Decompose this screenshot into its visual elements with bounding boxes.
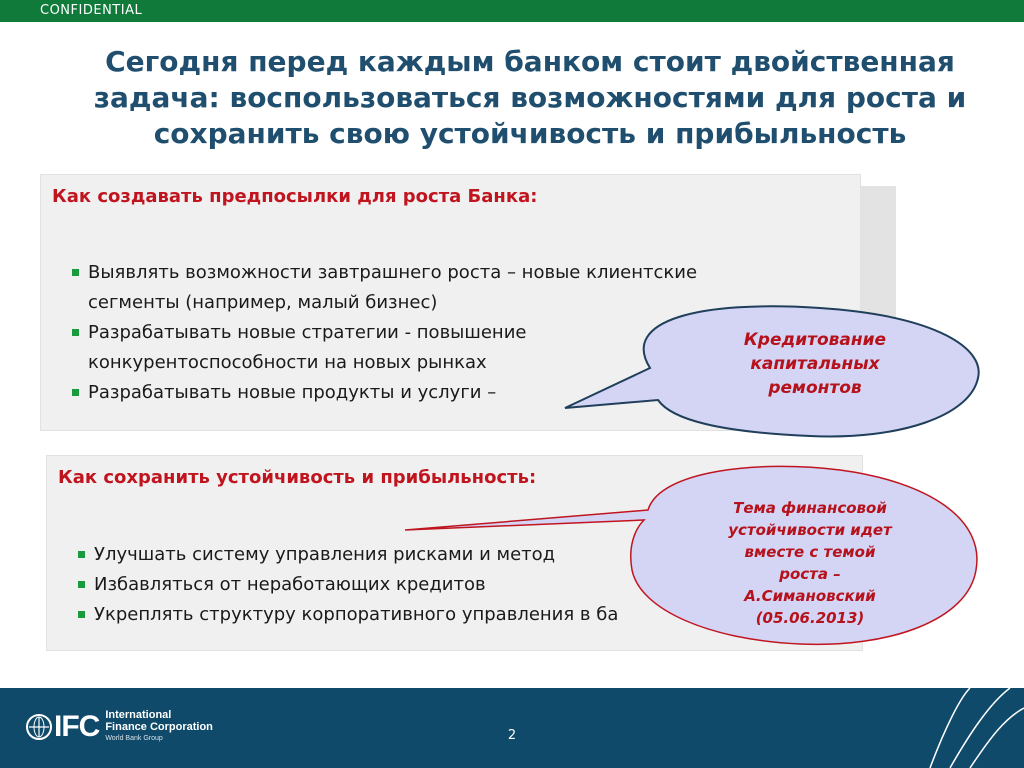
callout-1-line-1: Кредитование: [743, 330, 887, 350]
bullet-text: Укреплять структуру корпоративного управления в ба: [94, 604, 619, 625]
title-line-2: задача: воспользоваться возможностями для роста и: [93, 81, 967, 114]
page-number: 2: [507, 728, 517, 743]
callout-2-text: [690, 497, 930, 629]
confidential-label: CONFIDENTIAL: [40, 3, 143, 18]
ifc-logo: [26, 710, 213, 744]
callout-2-line-2: устойчивости идет: [728, 521, 892, 539]
bullet-text-cont: конкурентоспособности на новых рынках: [88, 352, 487, 373]
callout-2-line-4: роста –: [779, 565, 841, 583]
stability-box-heading: Как сохранить устойчивость и прибыльность:: [58, 467, 537, 488]
bullet-text: Выявлять возможности завтрашнего роста – новые клиентские: [88, 262, 698, 283]
callout-1-text: [705, 328, 925, 400]
org-line-1: International: [105, 709, 172, 721]
callout-1-line-3: ремонтов: [768, 378, 862, 398]
callout-2-line-1: Тема финансовой: [733, 499, 887, 517]
org-line-3: World Bank Group: [105, 735, 163, 742]
callout-1-line-2: капитальных: [750, 354, 880, 374]
decorative-swoosh: [900, 688, 1024, 768]
bullet-text: Разрабатывать новые продукты и услуги –: [88, 382, 497, 403]
org-name: [105, 709, 213, 745]
title-line-3: сохранить свою устойчивость и прибыльность: [153, 117, 907, 150]
title-line-1: Сегодня перед каждым банком стоит двойственная: [105, 45, 955, 78]
callout-2-line-5: А.Симановский: [744, 587, 876, 605]
callout-2-line-6: (05.06.2013): [755, 609, 865, 627]
bullet-text: Улучшать систему управления рисками и метод: [94, 544, 556, 565]
globe-icon: [26, 714, 52, 740]
bullet-text: Разрабатывать новые стратегии - повышение: [88, 322, 527, 343]
footer-bar: [0, 688, 1024, 768]
callout-2-line-3: вместе с темой: [744, 543, 876, 561]
org-line-2: Finance Corporation: [105, 721, 213, 733]
ifc-logo-text: IFC: [54, 710, 100, 743]
growth-box-heading: Как создавать предпосылки для роста Банка:: [52, 186, 538, 207]
bullet-text: Избавляться от неработающих кредитов: [94, 574, 486, 595]
bullet-text-cont: сегменты (например, малый бизнес): [88, 292, 438, 313]
